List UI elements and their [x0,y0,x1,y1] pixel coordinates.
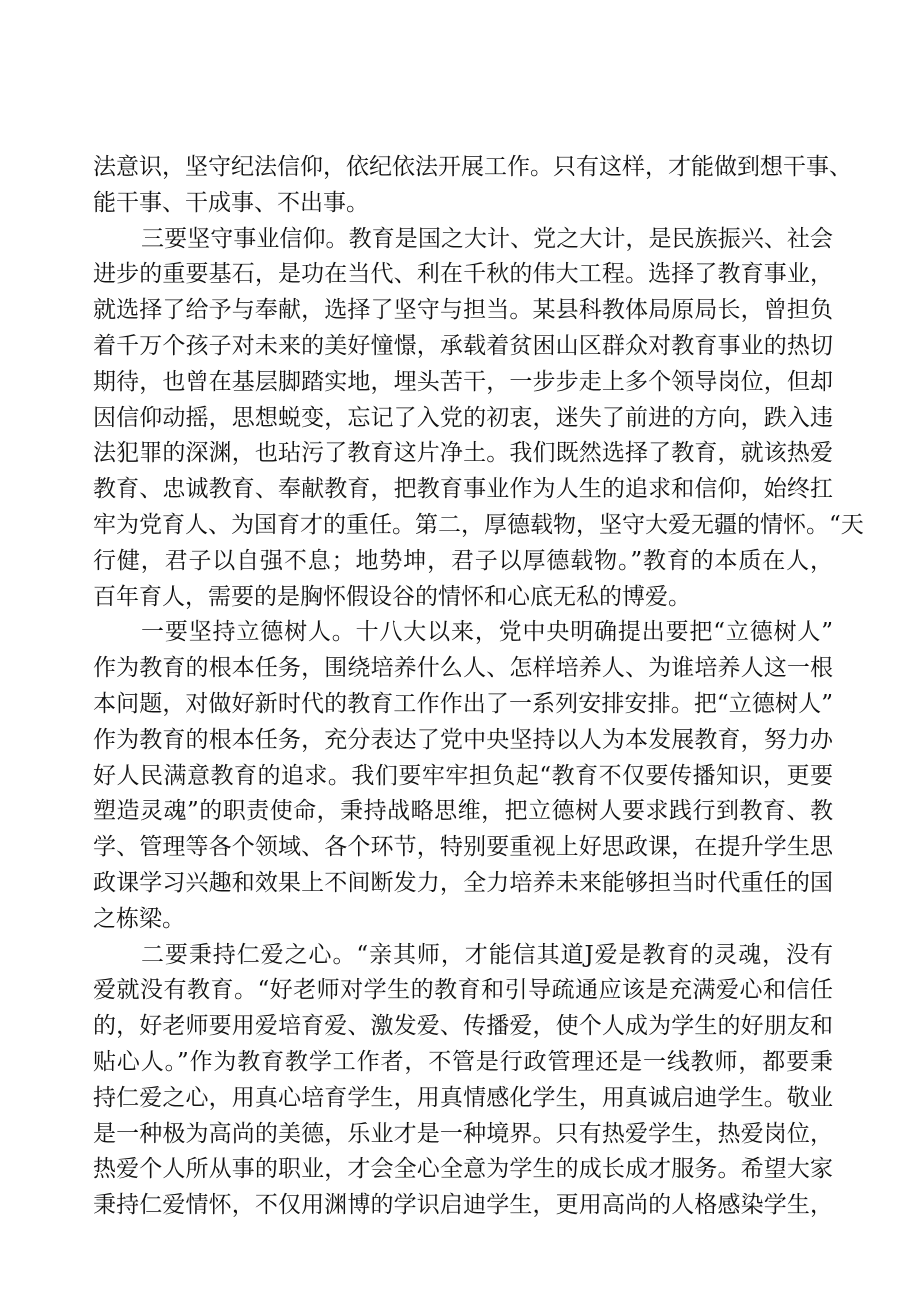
text-line: 法犯罪的深渊，也玷污了教育这片净土。我们既然选择了教育，就该热爱 [93,440,833,467]
text-line: 本问题，对做好新时代的教育工作作出了一系列安排安排。把“立德树人” [93,690,833,717]
text-line: 学、管理等各个领域、各个环节，特别要重视上好思政课，在提升学生思 [93,834,833,861]
text-line: 塑造灵魂”的职责使命，秉持战略思维，把立德树人要求践行到教育、教 [93,798,833,825]
text-line: 爱就没有教育。“好老师对学生的教育和引导疏通应该是充满爱心和信任 [93,977,833,1004]
text-line: 牢为党育人、为国育才的重任。第二，厚德载物，坚守大爱无疆的情怀。“天 [93,511,864,538]
document-body-text [93,150,864,1224]
text-line: 三要坚守事业信仰。教育是国之大计、党之大计，是民族振兴、社会 [141,225,833,252]
text-line: 一要坚持立德树人。十八大以来，党中央明确提出要把“立德树人” [141,619,833,646]
text-line: 秉持仁爱情怀，不仅用渊博的学识启迪学生，更用高尚的人格感染学生， [93,1192,833,1219]
text-line: 作为教育的根本任务，围绕培养什么人、怎样培养人、为谁培养人这一根 [93,655,833,682]
text-line: 持仁爱之心，用真心培育学生，用真情感化学生，用真诚启迪学生。敬业 [93,1084,833,1111]
text-line: 政课学习兴趣和效果上不间断发力，全力培养未来能够担当时代重任的国 [93,869,833,896]
text-line: 之栋梁。 [93,905,185,932]
text-line: 贴心人。”作为教育教学工作者，不管是行政管理还是一线教师，都要秉 [93,1048,833,1075]
text-line: 着千万个孩子对未来的美好憧憬，承载着贫困山区群众对教育事业的热切 [93,332,833,359]
text-line: 能干事、干成事、不出事。 [93,189,369,216]
text-line: 行健，君子以自强不息；地势坤，君子以厚德载物。”教育的本质在人， [93,547,833,574]
text-line: 的，好老师要用爱培育爱、激发爱、传播爱，使个人成为学生的好朋友和 [93,1013,833,1040]
text-line: 百年育人，需要的是胸怀假设谷的情怀和心底无私的博爱。 [93,583,691,610]
text-line: 因信仰动摇，思想蜕变，忘记了入党的初衷，迷失了前进的方向，跌入违 [93,404,833,431]
text-line: 就选择了给予与奉献，选择了坚守与担当。某县科教体局原局长，曾担负 [93,297,833,324]
text-line: 进步的重要基石，是功在当代、利在千秋的伟大工程。选择了教育事业， [93,261,833,288]
text-line: 二要秉持仁爱之心。“亲其师，才能信其道J爱是教育的灵魂，没有 [141,941,833,968]
text-line: 作为教育的根本任务，充分表达了党中央坚持以人为本发展教育，努力办 [93,726,833,753]
text-line: 法意识，坚守纪法信仰，依纪依法开展工作。只有这样，才能做到想干事、 [93,154,852,180]
text-line: 好人民满意教育的追求。我们要牢牢担负起“教育不仅要传播知识，更要 [93,762,833,789]
text-line: 教育、忠诚教育、奉献教育，把教育事业作为人生的追求和信仰，始终扛 [93,476,833,503]
text-line: 期待，也曾在基层脚踏实地，埋头苦干，一步步走上多个领导岗位，但却 [93,368,833,395]
text-line: 热爱个人所从事的职业，才会全心全意为学生的成长成才服务。希望大家 [93,1156,833,1183]
text-line: 是一种极为高尚的美德，乐业才是一种境界。只有热爱学生，热爱岗位， [93,1120,833,1147]
